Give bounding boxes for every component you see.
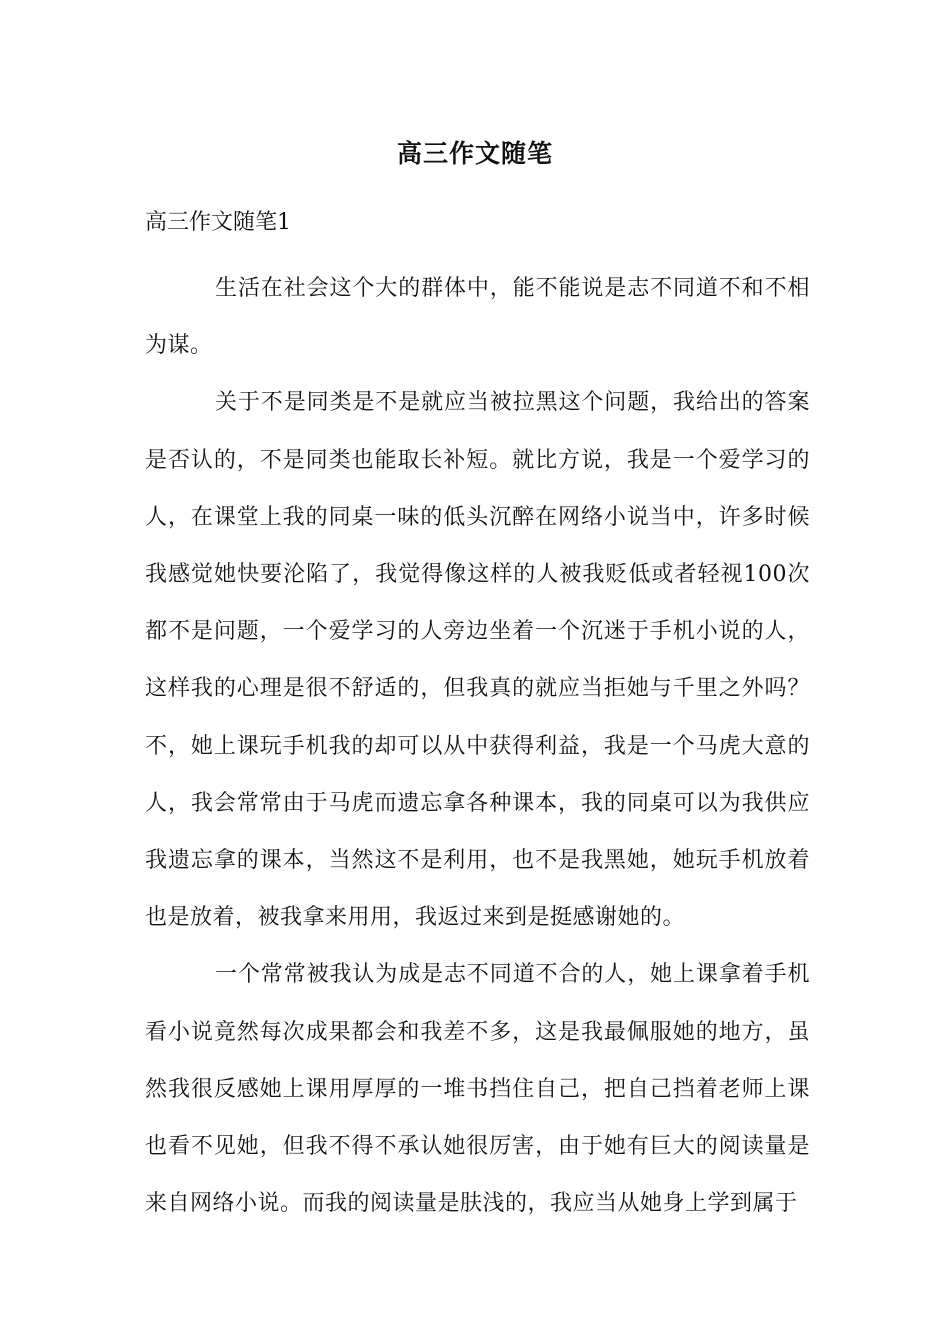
paragraph: 生活在社会这个大的群体中，能不能说是志不同道不和不相为谋。	[145, 276, 810, 359]
paragraph: 一个常常被我认为成是志不同道不合的人，她上课拿着手机看小说竟然每次成果都会和我差不多，这是我最佩服她的地方，虽然我很反感她上课用厚厚的一堆书挡住自己，把自己挡着老师上课也看不见她，但我不得不承认她很厉害，由于她有巨大的阅读量是来自网络小说。而我的阅读量是肤浅的，我应当从她身上学到属于	[145, 962, 810, 1217]
document-body	[145, 260, 810, 1232]
section-heading: 高三作文随笔1	[145, 210, 291, 235]
document-title: 高三作文随笔	[396, 139, 553, 168]
paragraph: 关于不是同类是不是就应当被拉黑这个问题，我给出的答案是否认的，不是同类也能取长补短。就比方说，我是一个爱学习的人，在课堂上我的同桌一味的低头沉醉在网络小说当中，许多时候我感觉她快要沦陷了，我觉得像这样的人被我贬低或者轻视100次都不是问题，一个爱学习的人旁边坐着一个沉迷于手机小说的人，这样我的心理是很不舒适的，但我真的就应当拒她与千里之外吗？不，她上课玩手机我的却可以从中获得利益，我是一个马虎大意的人，我会常常由于马虎而遗忘拿各种课本，我的同桌可以为我供应我遗忘拿的课本，当然这不是利用，也不是我黑她，她玩手机放着也是放着，被我拿来用用，我返过来到是挺感谢她的。	[145, 390, 810, 931]
